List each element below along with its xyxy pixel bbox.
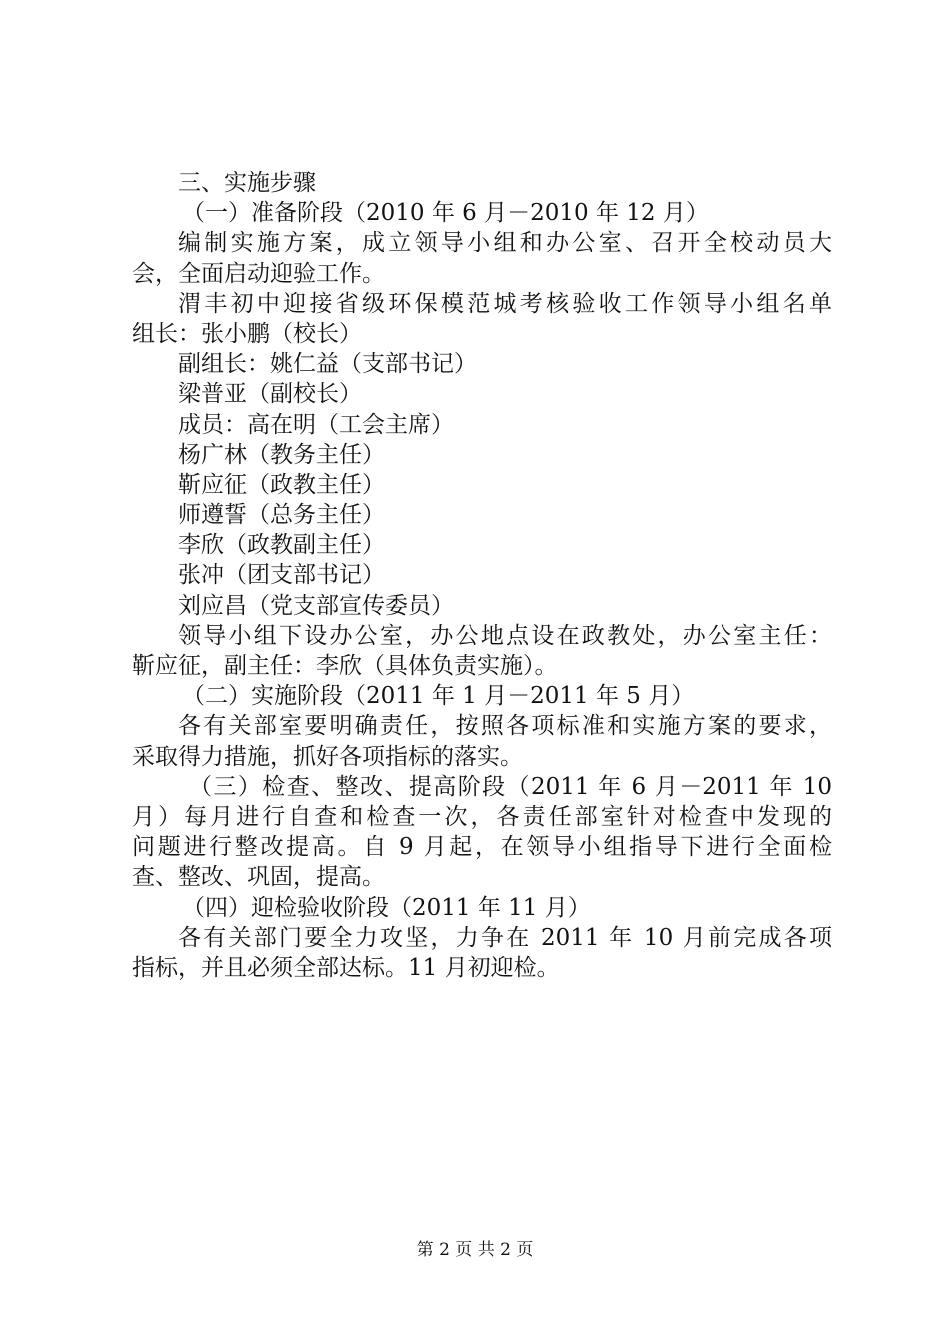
leadership-list-title: 渭丰初中迎接省级环保模范城考核验收工作领导小组名单 [178,290,832,317]
member-entry: 李欣（政教副主任） [178,532,385,559]
document-body [132,168,832,983]
member-entry: 刘应昌（党支部宣传委员） [178,592,454,619]
paragraph-line: 编制实施方案，成立领导小组和办公室、召开全校动员大 [178,230,832,257]
page-number-footer: 第 2 页 共 2 页 [416,1240,534,1260]
paragraph-line: 领导小组下设办公室，办公地点设在政教处，办公室主任： [178,622,832,649]
paragraph-line: 查、整改、巩固，提高。 [132,864,385,891]
member-entry: 成员：高在明（工会主席） [178,411,454,438]
member-entry: 靳应征（政教主任） [178,471,385,498]
leader-entry: 梁普亚（副校长） [178,381,362,408]
paragraph-line: 各有关部室要明确责任，按照各项标准和实施方案的要求， [178,713,832,740]
member-entry: 杨广林（教务主任） [178,441,385,468]
subheading-implementation-stage: （二）实施阶段（2011 年 1 月－2011 年 5 月） [182,683,695,710]
paragraph-line: 会，全面启动迎验工作。 [132,260,385,287]
member-entry: 张冲（团支部书记） [178,562,385,589]
subheading-inspection-stage: （三）检查、整改、提高阶段（2011 年 6 月－2011 年 10 [189,773,832,800]
paragraph-line: 靳应征，副主任：李欣（具体负责实施）。 [132,653,558,679]
paragraph-line: 问题进行整改提高。自 9 月起，在领导小组指导下进行全面检 [132,834,832,861]
paragraph-line: 指标，并且必须全部达标。11 月初迎检。 [132,954,560,981]
leader-entry: 副组长：姚仁益（支部书记） [178,351,477,378]
paragraph-line: 各有关部门要全力攻坚，力争在 2011 年 10 月前完成各项 [178,924,832,951]
paragraph-line: 采取得力措施，抓好各项指标的落实。 [132,743,523,770]
paragraph-line: 月）每月进行自查和检查一次，各责任部室针对检查中发现的 [132,803,832,830]
section-heading: 三、实施步骤 [178,170,316,196]
leader-entry: 组长：张小鹏（校长） [132,320,362,347]
member-entry: 师遵誓（总务主任） [178,502,385,529]
subheading-preparation-stage: （一）准备阶段（2010 年 6 月－2010 年 12 月） [182,200,709,227]
subheading-acceptance-stage: （四）迎检验收阶段（2011 年 11 月） [182,894,591,921]
